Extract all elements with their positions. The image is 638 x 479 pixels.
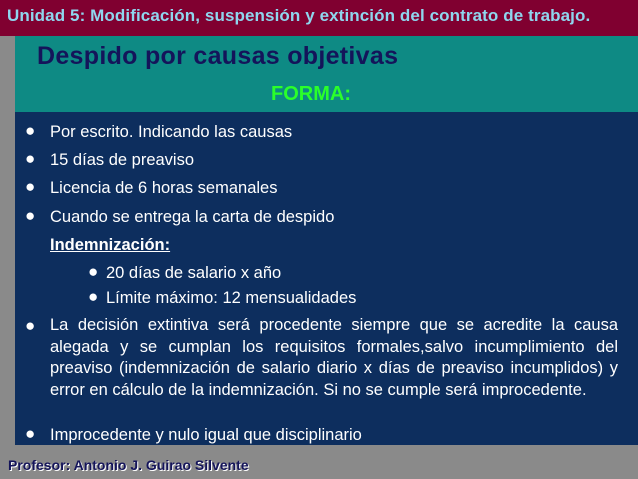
- sub-bullet-marker: ●: [88, 287, 99, 306]
- bullet-item: Licencia de 6 horas semanales: [50, 179, 278, 197]
- title-bar: [0, 0, 638, 36]
- indemnization-label: Indemnización:: [50, 236, 171, 254]
- bullet-item: 15 días de preaviso: [50, 151, 195, 169]
- section-subheading: FORMA:: [271, 83, 351, 105]
- bullet-item-last: Improcedente y nulo igual que disciplinario: [50, 426, 362, 444]
- bullet-item: Por escrito. Indicando las causas: [50, 123, 293, 141]
- bullet-marker: ●: [25, 177, 36, 196]
- unit-title: Unidad 5: Modificación, suspensión y extinción del contrato de trabajo.: [7, 6, 591, 25]
- sub-bullet-item: Límite máximo: 12 mensualidades: [106, 289, 357, 307]
- paragraph-text: La decisión extintiva será procedente siempre que se acredite la causa alegada y se cumplan los requisitos formales,salvo incumplimiento del preaviso (indemnización de salario diario x días de preaviso incumplidos) y error en cálculo de la indemnización. Si no se cumple será improcedente.: [50, 316, 618, 399]
- footer-band: [0, 445, 638, 479]
- bullet-marker: ●: [25, 206, 36, 225]
- bullet-marker: ●: [25, 149, 36, 168]
- heading-band: [15, 36, 638, 112]
- bullet-marker: ●: [25, 121, 36, 140]
- section-heading: Despido por causas objetivas: [37, 42, 399, 70]
- bullet-marker: ●: [25, 316, 36, 335]
- sub-bullet-marker: ●: [88, 262, 99, 281]
- author-footer: Profesor: Antonio J. Guirao Silvente: [8, 457, 249, 473]
- bullet-item: Cuando se entrega la carta de despido: [50, 208, 335, 226]
- sub-bullet-item: 20 días de salario x año: [106, 264, 282, 282]
- bullet-marker: ●: [25, 424, 36, 443]
